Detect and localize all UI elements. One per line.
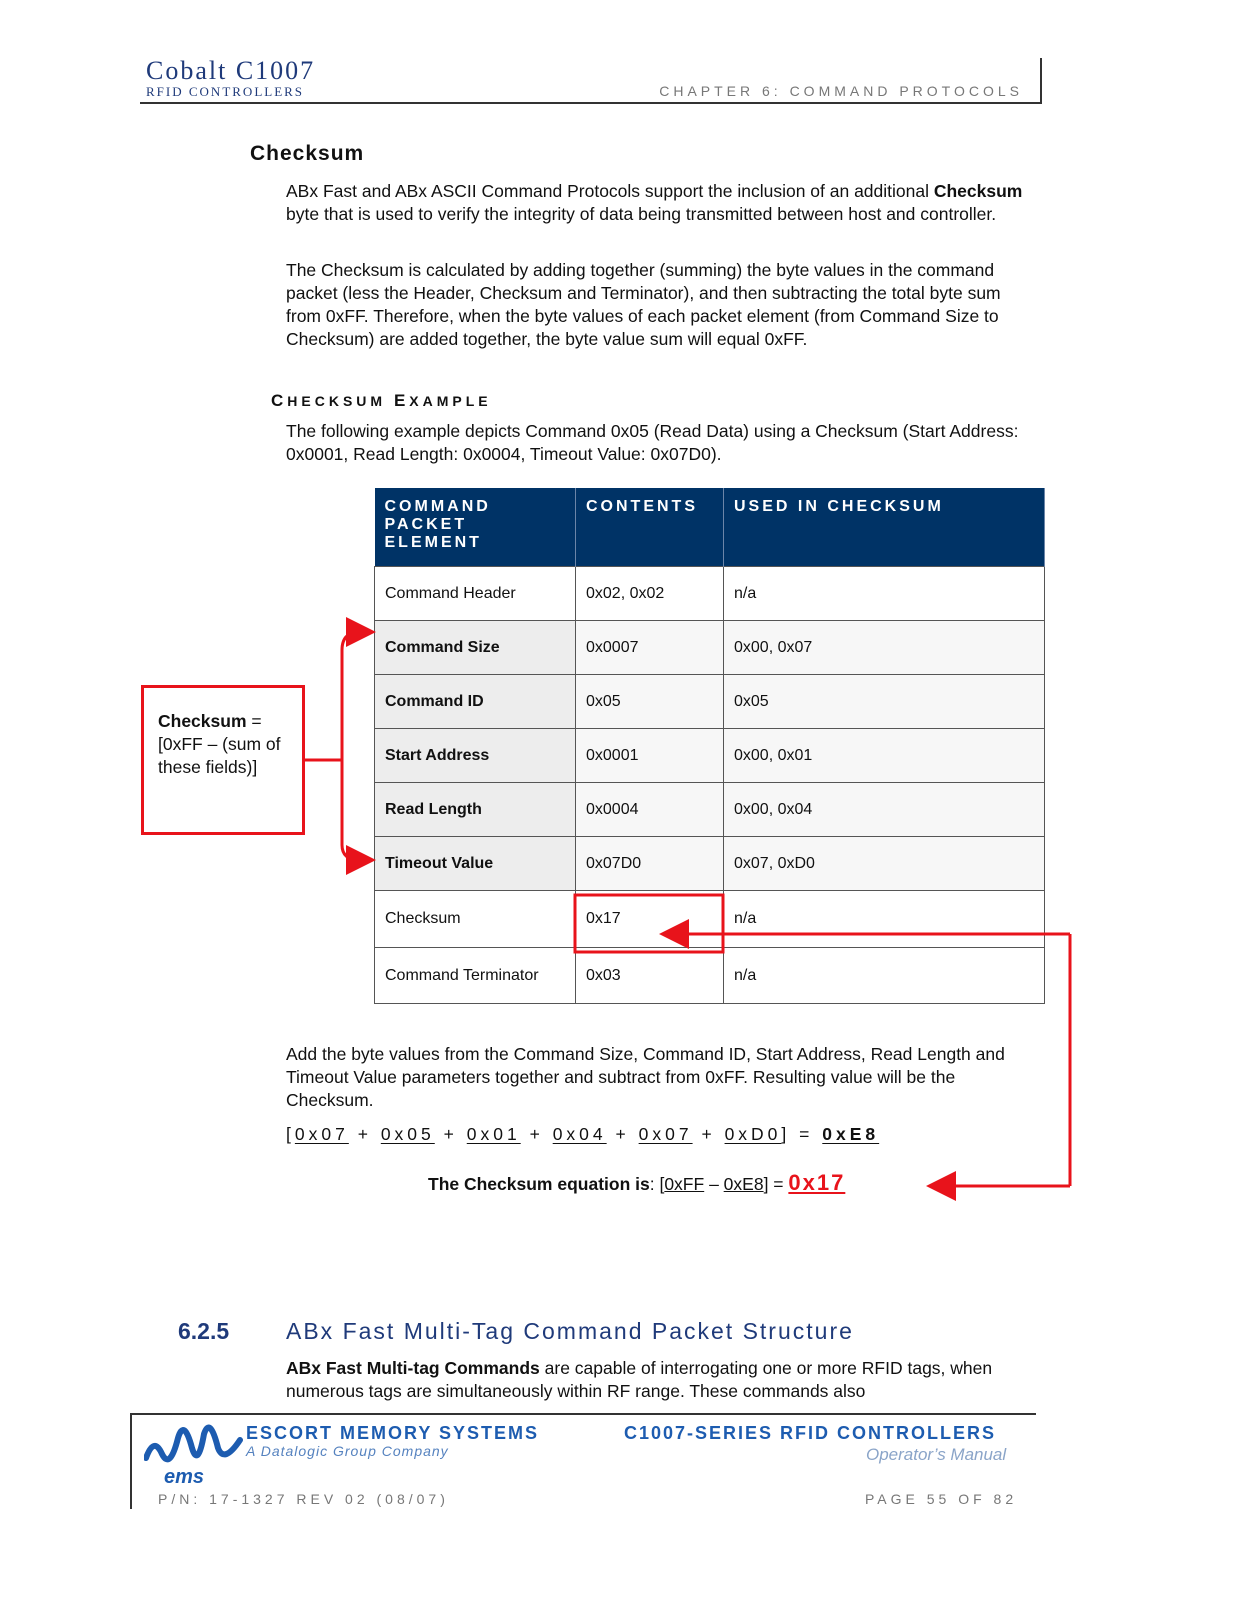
cell-used: n/a — [724, 567, 1045, 621]
ems-wave-logo-icon — [144, 1418, 244, 1468]
cell-element: Timeout Value — [375, 837, 576, 891]
company-name: ESCORT MEMORY SYSTEMS — [246, 1423, 540, 1443]
explanation-paragraph: Add the byte values from the Command Size, Command ID, Start Address, Read Length and Timeout Value parameters together and subtract from 0xFF. Resulting value will be the Checksum. — [286, 1044, 1005, 1110]
brand-title: Cobalt C1007 — [146, 56, 316, 85]
cell-contents: 0x0004 — [576, 783, 724, 837]
cell-contents: 0x02, 0x02 — [576, 567, 724, 621]
ems-logo-text: ems — [164, 1466, 205, 1488]
col-header-contents: CONTENTS — [576, 488, 724, 567]
cell-contents: 0x07D0 — [576, 837, 724, 891]
cell-used: 0x07, 0xD0 — [724, 837, 1045, 891]
cell-used: 0x05 — [724, 675, 1045, 729]
page-number: PAGE 55 OF 82 — [865, 1491, 1018, 1507]
checksum-heading: Checksum — [250, 142, 365, 165]
col-header-used-in-checksum: USED IN CHECKSUM — [724, 488, 1045, 567]
cell-used: 0x00, 0x01 — [724, 729, 1045, 783]
bracket-arrow-bottom — [342, 760, 370, 860]
cell-contents: 0x03 — [576, 948, 724, 1004]
cell-contents: 0x0001 — [576, 729, 724, 783]
checksum-equation: The Checksum equation is: [0xFF – 0xE8] = 0x17 — [428, 1170, 846, 1195]
cell-element: Command Size — [375, 621, 576, 675]
chapter-title: CHAPTER 6: COMMAND PROTOCOLS — [659, 83, 1023, 99]
section-title: ABx Fast Multi-Tag Command Packet Structure — [286, 1318, 854, 1344]
cell-used: 0x00, 0x07 — [724, 621, 1045, 675]
cell-contents: 0x0007 — [576, 621, 724, 675]
company-subtitle: A Datalogic Group Company — [246, 1443, 449, 1459]
cell-element: Command ID — [375, 675, 576, 729]
cell-used: n/a — [724, 891, 1045, 948]
manual-title: Operator’s Manual — [866, 1445, 1007, 1464]
cell-element: Checksum — [375, 891, 576, 948]
part-number: P/N: 17-1327 REV 02 (08/07) — [158, 1491, 449, 1507]
example-heading: CHECKSUM EXAMPLE — [271, 391, 492, 410]
checksum-callout: Checksum = [0xFF – (sum of these fields)] — [141, 685, 305, 835]
checksum-paragraph-1: ABx Fast and ABx ASCII Command Protocols support the inclusion of an additional Checksum byte that is used to verify the integrity of data being transmitted between host and controller. — [286, 181, 1023, 224]
cell-element: Read Length — [375, 783, 576, 837]
col-header-element: COMMAND PACKET ELEMENT — [375, 488, 576, 567]
cell-element: Command Header — [375, 567, 576, 621]
cell-element: Start Address — [375, 729, 576, 783]
footer-rule — [132, 1413, 1036, 1415]
cell-used: 0x00, 0x04 — [724, 783, 1045, 837]
example-intro: The following example depicts Command 0x05 (Read Data) using a Checksum (Start Address: 0x0001, Read Length: 0x0004, Timeout Value: 0x07D0). — [286, 421, 1019, 464]
footer-vertical-rule — [130, 1413, 132, 1509]
checksum-result: 0x17 — [788, 1170, 846, 1195]
checksum-paragraph-2: The Checksum is calculated by adding together (summing) the byte values in the command packet (less the Header, Checksum and Terminator), and then subtracting the total byte sum from 0xFF. Therefore, when the byte values of each packet element (from Command Size to Checksum) are added together, the byte value sum will equal 0xFF. — [286, 260, 1001, 349]
section-paragraph: ABx Fast Multi-tag Commands are capable of interrogating one or more RFID tags, when numerous tags are simultaneously within RF range. These commands also — [286, 1358, 993, 1401]
cell-contents: 0x05 — [576, 675, 724, 729]
section-number: 6.2.5 — [178, 1318, 230, 1344]
cell-element: Command Terminator — [375, 948, 576, 1004]
checksum-value-highlight — [575, 895, 723, 952]
cell-used: n/a — [724, 948, 1045, 1004]
brand-subtitle: RFID CONTROLLERS — [146, 84, 305, 99]
sum-formula: [0x07 + 0x05 + 0x01 + 0x04 + 0x07 + 0xD0] = 0xE8 — [286, 1124, 880, 1144]
bracket-arrow-top — [342, 632, 370, 760]
cell-contents: 0x17 — [576, 891, 724, 948]
product-series: C1007-SERIES RFID CONTROLLERS — [624, 1423, 997, 1443]
